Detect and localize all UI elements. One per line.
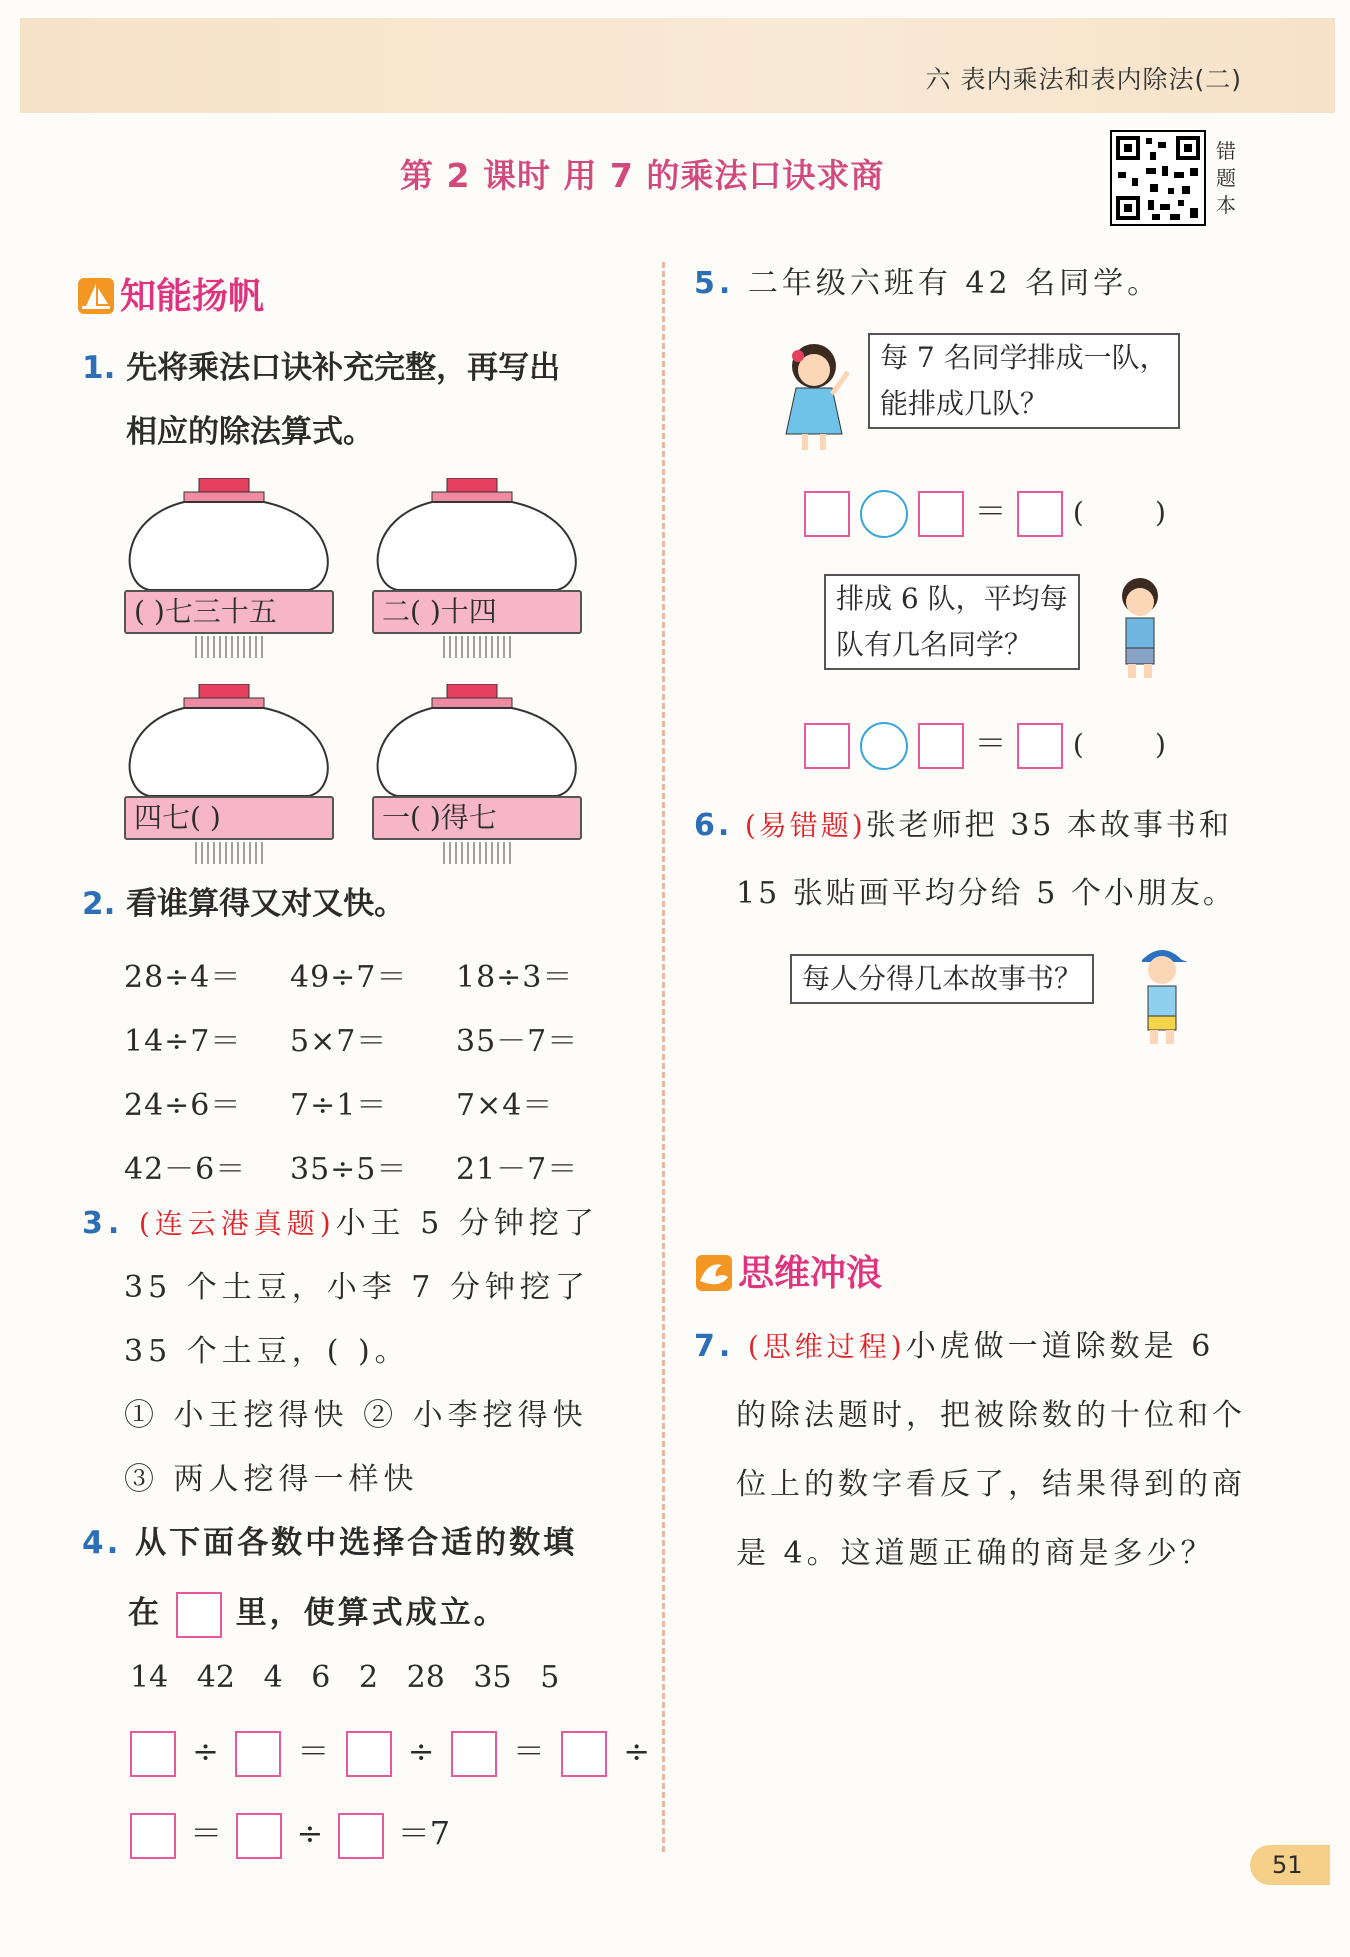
operator: ＝ (297, 1732, 330, 1770)
qr-label-char: 错 (1216, 139, 1236, 163)
answer-box[interactable] (338, 1813, 384, 1859)
question-text: 先将乘法口诀补充完整，再写出 (126, 350, 561, 386)
boy-illustration (1106, 574, 1176, 684)
equals-sign: ＝ (974, 724, 1007, 762)
question-text: 35 个土豆，小李 7 分钟挖了 (124, 1270, 590, 1305)
qr-label (1216, 138, 1238, 219)
answer-box[interactable] (804, 491, 850, 537)
answer-box[interactable] (918, 491, 964, 537)
bubble-text: 每 7 名同学排成一队， (880, 341, 1168, 374)
column-divider (662, 262, 665, 1852)
answer-box[interactable] (235, 1731, 281, 1777)
question-tag: (连云港真题) (138, 1207, 336, 1240)
answer-box[interactable] (236, 1813, 282, 1859)
section-title: 知能扬帆 (120, 276, 265, 317)
speech-bubble (790, 954, 1094, 1004)
question-number: 1. (82, 350, 116, 386)
bubble-text: 每人分得几本故事书？ (802, 962, 1083, 995)
operator: ＝ (512, 1732, 545, 1770)
operator: ÷ (296, 1814, 324, 1852)
equals-sign: ＝ (974, 492, 1007, 530)
lesson-title: 第 2 课时 用 7 的乘法口诀求商 (400, 156, 885, 195)
question-text: 在 (128, 1595, 162, 1631)
arith-item: 5×7＝ (290, 1024, 388, 1059)
arith-item: 18÷3＝ (456, 960, 574, 995)
answer-box[interactable] (176, 1592, 222, 1638)
lantern-icon (372, 684, 582, 874)
question-number: 4. (82, 1525, 122, 1561)
girl-illustration (776, 338, 856, 458)
answer-box[interactable] (451, 1731, 497, 1777)
bubble-text: 队有几名同学？ (836, 628, 1033, 661)
qr-code-icon (1112, 132, 1204, 224)
question-text: 是 4。这道题正确的商是多少？ (736, 1536, 1215, 1571)
arith-item: 49÷7＝ (290, 960, 408, 995)
answer-box[interactable] (346, 1731, 392, 1777)
question-text: 相应的除法算式。 (126, 414, 374, 450)
bubble-text: 能排成几队？ (880, 387, 1049, 420)
answer-box[interactable] (1017, 491, 1063, 537)
question-text: 35 个土豆，( )。 (124, 1334, 410, 1369)
question-text: 看谁算得又对又快。 (126, 886, 406, 922)
answer-box[interactable] (130, 1731, 176, 1777)
question-number: 7. (694, 1329, 735, 1364)
qr-label-char: 题 (1216, 166, 1236, 190)
lantern-label: ( )七三十五 (124, 590, 334, 634)
question-text: 小王 5 分钟挖了 (335, 1206, 599, 1241)
answer-box[interactable] (918, 723, 964, 769)
answer-box[interactable] (804, 723, 850, 769)
answer-box[interactable] (1017, 723, 1063, 769)
answer-option: ③ 两人挖得一样快 (124, 1462, 419, 1497)
question-number: 6. (694, 808, 733, 843)
question-text: 位上的数字看反了，结果得到的商 (736, 1467, 1246, 1502)
speech-bubble (868, 333, 1180, 429)
lantern (124, 684, 334, 874)
arith-grid (124, 946, 578, 1202)
wave-icon (696, 1255, 732, 1291)
arith-item: 21－7＝ (456, 1152, 579, 1187)
boy-cap-illustration (1128, 940, 1198, 1050)
question-5 (694, 258, 1161, 302)
question-1 (82, 336, 560, 464)
arith-item: 42－6＝ (124, 1152, 247, 1187)
lantern (372, 478, 582, 668)
answer-box[interactable] (130, 1813, 176, 1859)
lantern (372, 684, 582, 874)
unit-blank[interactable]: ( ) (1072, 728, 1166, 761)
arith-item: 7÷1＝ (290, 1088, 388, 1123)
section-heading-advanced (696, 1245, 882, 1296)
question-tag: (思维过程) (747, 1330, 906, 1363)
operator: ÷ (407, 1732, 435, 1770)
sail-icon (78, 278, 114, 314)
equation-row (130, 1726, 656, 1777)
answer-option: ① 小王挖得快 ② 小李挖得快 (124, 1398, 588, 1433)
arith-item: 7×4＝ (456, 1088, 554, 1123)
section-title: 思维冲浪 (738, 1253, 883, 1294)
arith-item: 14÷7＝ (124, 1024, 242, 1059)
chapter-header: 六 表内乘法和表内除法(二) (925, 65, 1242, 94)
arith-item: 24÷6＝ (124, 1088, 242, 1123)
lantern-label: 二( )十四 (372, 590, 582, 634)
unit-blank[interactable]: ( ) (1072, 496, 1166, 529)
bubble-text: 排成 6 队，平均每 (836, 582, 1068, 615)
operator: ＝7 (397, 1814, 451, 1852)
question-text: 小虎做一道除数是 6 (905, 1329, 1215, 1364)
question-number: 2. (82, 886, 116, 922)
number-choices: 14 42 4 6 2 28 35 5 (130, 1660, 560, 1695)
arith-item: 28÷4＝ (124, 960, 242, 995)
question-text: 里，使算式成立。 (235, 1595, 508, 1631)
operator: ÷ (192, 1732, 219, 1770)
section-heading-basic (78, 268, 264, 319)
question-text: 从下面各数中选择合适的数填 (135, 1525, 578, 1561)
operator-circle[interactable] (860, 722, 908, 770)
question-number: 5. (694, 266, 735, 301)
arith-item: 35÷5＝ (290, 1152, 408, 1187)
lantern-icon (372, 478, 582, 668)
lantern-icon (124, 684, 334, 874)
lantern-label: 四七( ) (124, 796, 334, 840)
question-3 (82, 1192, 599, 1512)
operator: ＝ (190, 1814, 223, 1852)
equation-row (130, 1808, 450, 1859)
question-7 (694, 1312, 1246, 1588)
lantern-label: 一( )得七 (372, 796, 582, 840)
lantern (124, 478, 334, 668)
operator-circle[interactable] (860, 490, 908, 538)
question-4 (82, 1508, 577, 1648)
question-6 (694, 792, 1236, 928)
question-text: 二年级六班有 42 名同学。 (747, 266, 1162, 301)
question-text: 15 张贴画平均分给 5 个小朋友。 (736, 876, 1236, 911)
question-text: 张老师把 35 本故事书和 (865, 808, 1232, 843)
question-tag: (易错题) (744, 809, 866, 842)
lantern-icon (124, 478, 334, 668)
qr-code[interactable] (1110, 130, 1206, 226)
question-number: 3. (82, 1206, 125, 1241)
question-text: 的除法题时，把被除数的十位和个 (736, 1398, 1246, 1433)
arith-item: 35－7＝ (456, 1024, 579, 1059)
qr-label-char: 本 (1216, 193, 1236, 217)
operator: ÷ (623, 1732, 651, 1770)
question-2 (82, 878, 405, 923)
speech-bubble (824, 574, 1080, 670)
page-number: 51 (1250, 1845, 1330, 1885)
answer-box[interactable] (561, 1731, 607, 1777)
equation-row (804, 718, 1166, 770)
equation-row (804, 486, 1166, 538)
